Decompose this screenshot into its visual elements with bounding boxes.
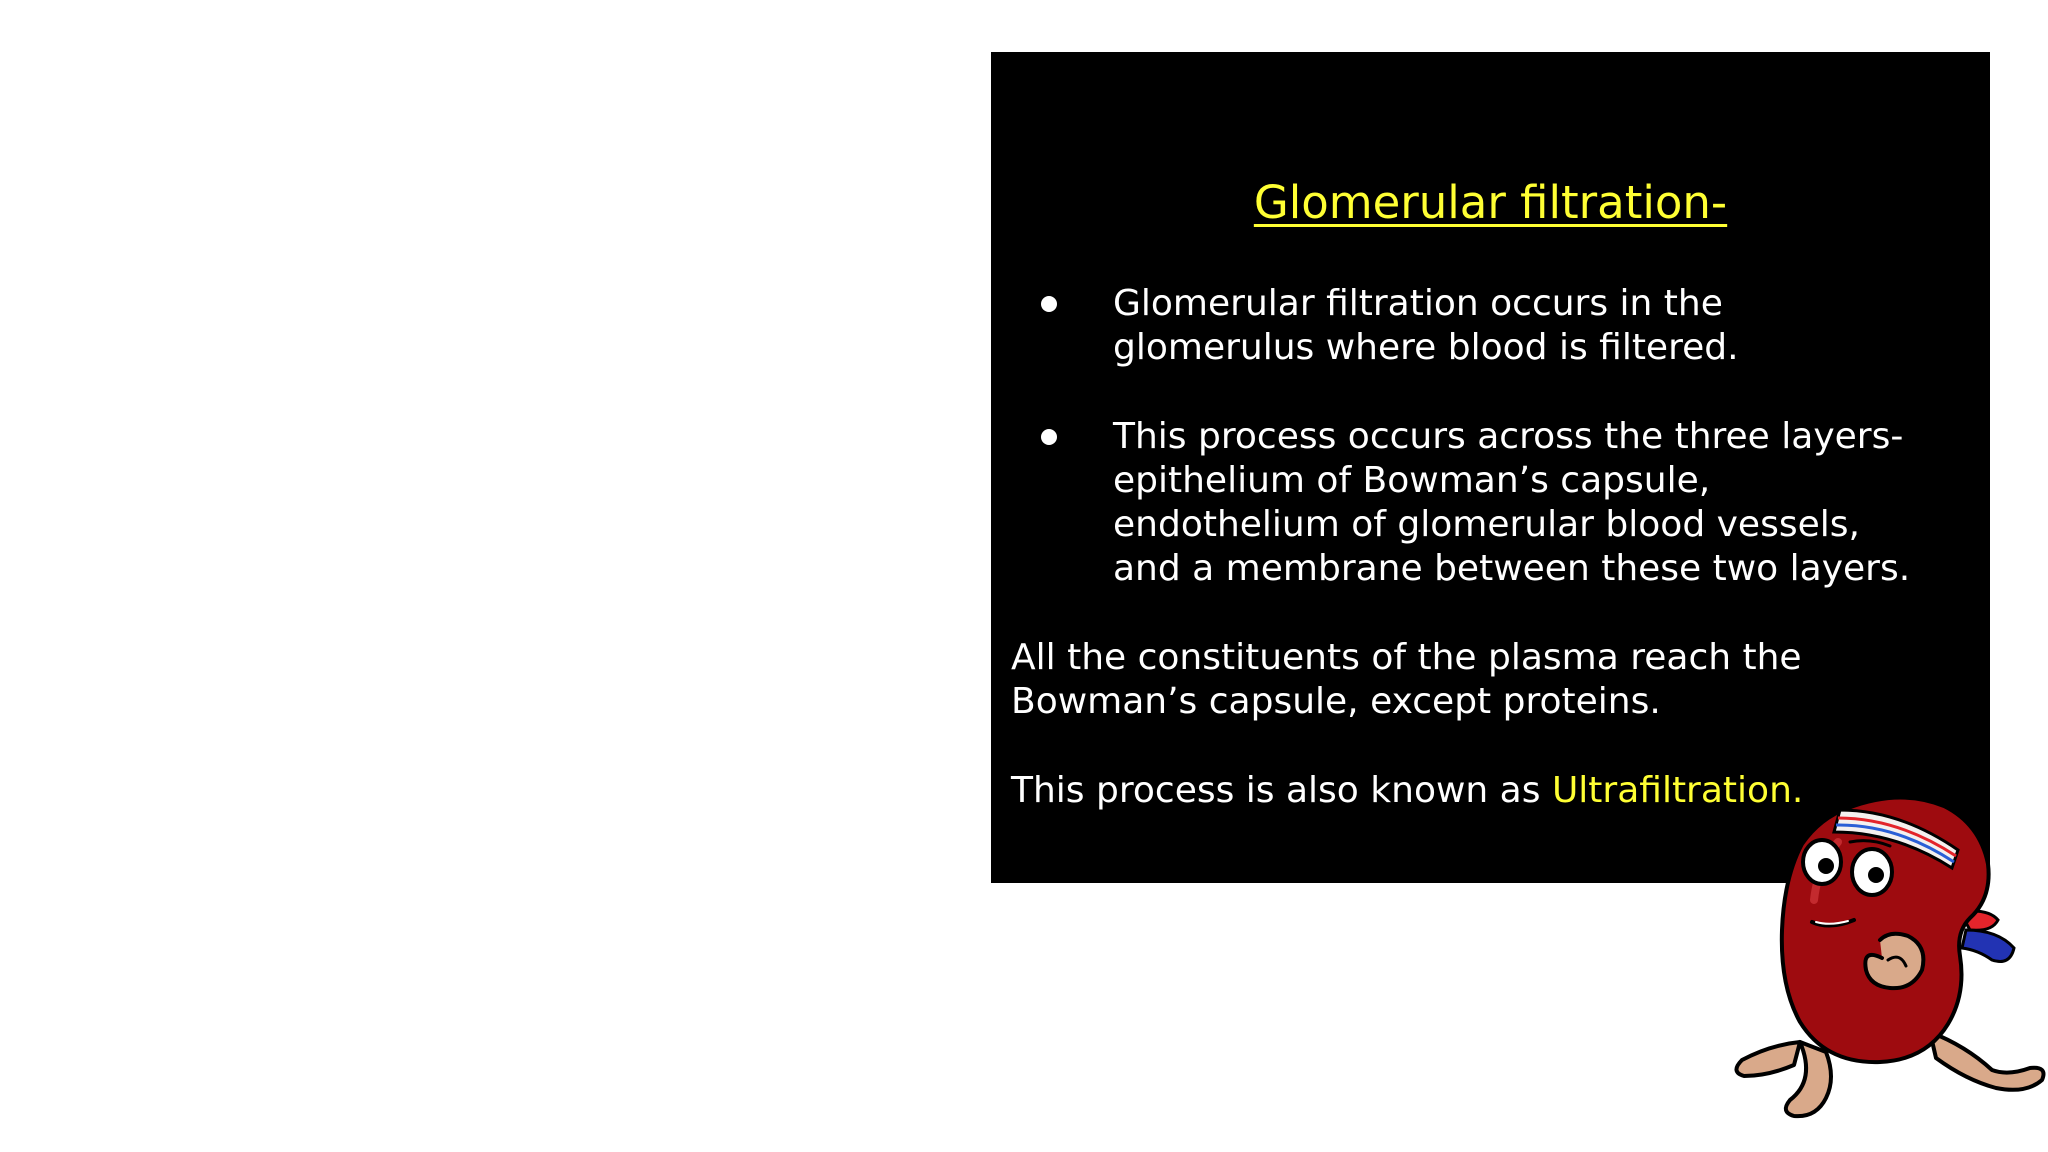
paragraph-line: Bowman’s capsule, except proteins.	[1011, 681, 1661, 722]
bullet-dot-icon	[1041, 296, 1057, 312]
ultrafiltration-term: Ultrafiltration.	[1551, 770, 1804, 811]
bullet-line: epithelium of Bowman’s capsule,	[1113, 460, 1711, 501]
bullet-line: glomerulus where blood is filtered.	[1113, 327, 1739, 368]
bullet-line: This process occurs across the three layers-	[1113, 416, 1904, 457]
plasma-paragraph	[1011, 636, 1981, 724]
paragraph-prefix: This process is also known as	[1011, 770, 1552, 811]
content-panel	[991, 52, 1990, 883]
bullet-line: and a membrane between these two layers.	[1113, 548, 1911, 589]
bullet-line: Glomerular filtration occurs in the	[1113, 283, 1723, 324]
kidney-mascot-icon	[1730, 780, 2048, 1125]
bullet-item	[991, 282, 1990, 370]
bullet-line: endothelium of glomerular blood vessels,	[1113, 504, 1860, 545]
bullet-list	[991, 282, 1990, 591]
bullet-dot-icon	[1041, 429, 1057, 445]
slide-title: Glomerular filtration-	[1253, 176, 1728, 229]
paragraph-line: All the constituents of the plasma reach the	[1011, 637, 1802, 678]
bullet-item	[991, 415, 1990, 591]
